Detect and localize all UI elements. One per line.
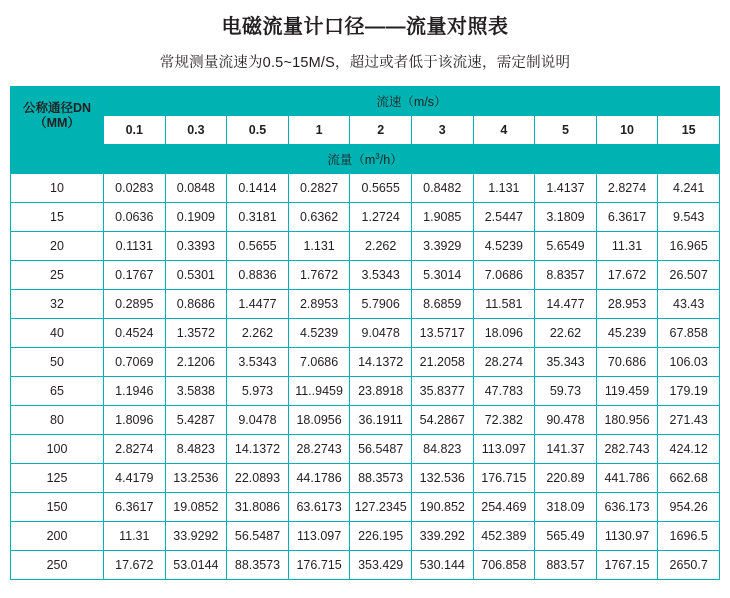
cell-flow: 13.5717 bbox=[411, 319, 473, 348]
cell-flow: 18.096 bbox=[473, 319, 535, 348]
cell-flow: 176.715 bbox=[288, 551, 350, 580]
cell-flow: 706.858 bbox=[473, 551, 535, 580]
table-row bbox=[11, 464, 720, 493]
cell-flow: 4.241 bbox=[658, 174, 720, 203]
table-head bbox=[11, 87, 720, 174]
speed-value-7: 5 bbox=[535, 116, 597, 145]
cell-flow: 45.239 bbox=[596, 319, 658, 348]
cell-flow: 54.2867 bbox=[411, 406, 473, 435]
cell-flow: 1.7672 bbox=[288, 261, 350, 290]
speed-value-5: 3 bbox=[411, 116, 473, 145]
cell-flow: 56.5487 bbox=[227, 522, 289, 551]
cell-flow: 6.3617 bbox=[596, 203, 658, 232]
cell-flow: 132.536 bbox=[411, 464, 473, 493]
cell-flow: 35.8377 bbox=[411, 377, 473, 406]
cell-flow: 1.3572 bbox=[165, 319, 227, 348]
page-subtitle: 常规测量流速为0.5~15M/S，超过或者低于该流速，需定制说明 bbox=[159, 55, 571, 71]
header-dn-line1: 公称通径DN bbox=[22, 100, 92, 115]
cell-dn: 80 bbox=[11, 406, 104, 435]
cell-flow: 0.7069 bbox=[104, 348, 166, 377]
cell-flow: 84.823 bbox=[411, 435, 473, 464]
cell-flow: 3.5343 bbox=[350, 261, 412, 290]
cell-flow: 113.097 bbox=[473, 435, 535, 464]
cell-flow: 23.8918 bbox=[350, 377, 412, 406]
cell-flow: 1.4477 bbox=[227, 290, 289, 319]
cell-flow: 44.1786 bbox=[288, 464, 350, 493]
cell-flow: 0.2827 bbox=[288, 174, 350, 203]
cell-flow: 254.469 bbox=[473, 493, 535, 522]
cell-flow: 141.37 bbox=[535, 435, 597, 464]
cell-flow: 90.478 bbox=[535, 406, 597, 435]
cell-flow: 53.0144 bbox=[165, 551, 227, 580]
cell-flow: 1696.5 bbox=[658, 522, 720, 551]
cell-flow: 3.3929 bbox=[411, 232, 473, 261]
cell-flow: 0.8836 bbox=[227, 261, 289, 290]
cell-flow: 119.459 bbox=[596, 377, 658, 406]
cell-flow: 13.2536 bbox=[165, 464, 227, 493]
table-row bbox=[11, 435, 720, 464]
cell-flow: 424.12 bbox=[658, 435, 720, 464]
table-row bbox=[11, 261, 720, 290]
cell-flow: 2.8953 bbox=[288, 290, 350, 319]
cell-flow: 0.2895 bbox=[104, 290, 166, 319]
page-root bbox=[0, 10, 730, 598]
cell-flow: 88.3573 bbox=[227, 551, 289, 580]
cell-flow: 0.8686 bbox=[165, 290, 227, 319]
cell-flow: 180.956 bbox=[596, 406, 658, 435]
cell-dn: 10 bbox=[11, 174, 104, 203]
cell-flow: 2.8274 bbox=[596, 174, 658, 203]
cell-flow: 5.4287 bbox=[165, 406, 227, 435]
table-row bbox=[11, 174, 720, 203]
table-row bbox=[11, 290, 720, 319]
cell-dn: 200 bbox=[11, 522, 104, 551]
cell-flow: 282.743 bbox=[596, 435, 658, 464]
cell-flow: 9.543 bbox=[658, 203, 720, 232]
cell-flow: 2650.7 bbox=[658, 551, 720, 580]
cell-flow: 1.8096 bbox=[104, 406, 166, 435]
cell-flow: 0.1131 bbox=[104, 232, 166, 261]
cell-flow: 190.852 bbox=[411, 493, 473, 522]
cell-flow: 5.3014 bbox=[411, 261, 473, 290]
cell-flow: 530.144 bbox=[411, 551, 473, 580]
cell-flow: 1.1946 bbox=[104, 377, 166, 406]
cell-flow: 22.62 bbox=[535, 319, 597, 348]
flow-header-prefix: 流量（m bbox=[327, 153, 376, 167]
cell-flow: 47.783 bbox=[473, 377, 535, 406]
cell-flow: 0.6362 bbox=[288, 203, 350, 232]
cell-dn: 40 bbox=[11, 319, 104, 348]
table-row bbox=[11, 203, 720, 232]
cell-flow: 8.6859 bbox=[411, 290, 473, 319]
cell-flow: 176.715 bbox=[473, 464, 535, 493]
cell-dn: 50 bbox=[11, 348, 104, 377]
cell-dn: 20 bbox=[11, 232, 104, 261]
table-row bbox=[11, 406, 720, 435]
table-row bbox=[11, 493, 720, 522]
table-body bbox=[11, 174, 720, 580]
cell-flow: 318.09 bbox=[535, 493, 597, 522]
cell-flow: 1.2724 bbox=[350, 203, 412, 232]
cell-flow: 63.6173 bbox=[288, 493, 350, 522]
cell-flow: 18.0956 bbox=[288, 406, 350, 435]
table-row bbox=[11, 348, 720, 377]
cell-flow: 339.292 bbox=[411, 522, 473, 551]
cell-flow: 36.1911 bbox=[350, 406, 412, 435]
table-row bbox=[11, 522, 720, 551]
cell-flow: 11.31 bbox=[104, 522, 166, 551]
cell-flow: 70.686 bbox=[596, 348, 658, 377]
cell-dn: 100 bbox=[11, 435, 104, 464]
cell-flow: 33.9292 bbox=[165, 522, 227, 551]
cell-flow: 1.131 bbox=[473, 174, 535, 203]
header-cell-dn bbox=[11, 87, 104, 145]
cell-flow: 0.0848 bbox=[165, 174, 227, 203]
cell-flow: 2.5447 bbox=[473, 203, 535, 232]
cell-flow: 1.4137 bbox=[535, 174, 597, 203]
cell-flow: 4.5239 bbox=[288, 319, 350, 348]
cell-flow: 0.1414 bbox=[227, 174, 289, 203]
cell-flow: 43.43 bbox=[658, 290, 720, 319]
cell-flow: 0.1909 bbox=[165, 203, 227, 232]
cell-flow: 636.173 bbox=[596, 493, 658, 522]
cell-flow: 31.8086 bbox=[227, 493, 289, 522]
cell-flow: 14.1372 bbox=[227, 435, 289, 464]
cell-flow: 1130.97 bbox=[596, 522, 658, 551]
cell-flow: 11.31 bbox=[596, 232, 658, 261]
cell-flow: 28.274 bbox=[473, 348, 535, 377]
flow-comparison-table bbox=[10, 86, 720, 580]
table-row bbox=[11, 232, 720, 261]
cell-dn: 125 bbox=[11, 464, 104, 493]
cell-dn: 65 bbox=[11, 377, 104, 406]
speed-value-6: 4 bbox=[473, 116, 535, 145]
cell-flow: 17.672 bbox=[104, 551, 166, 580]
cell-flow: 0.5655 bbox=[350, 174, 412, 203]
cell-flow: 7.0686 bbox=[473, 261, 535, 290]
cell-flow: 271.43 bbox=[658, 406, 720, 435]
header-cell-speed: 流速（m/s） bbox=[104, 87, 720, 116]
cell-flow: 5.6549 bbox=[535, 232, 597, 261]
cell-flow: 8.4823 bbox=[165, 435, 227, 464]
cell-dn: 250 bbox=[11, 551, 104, 580]
cell-flow: 2.8274 bbox=[104, 435, 166, 464]
cell-flow: 452.389 bbox=[473, 522, 535, 551]
cell-flow: 5.7906 bbox=[350, 290, 412, 319]
cell-flow: 4.5239 bbox=[473, 232, 535, 261]
cell-flow: 0.5301 bbox=[165, 261, 227, 290]
cell-flow: 16.965 bbox=[658, 232, 720, 261]
cell-flow: 3.1809 bbox=[535, 203, 597, 232]
header-row-flow bbox=[11, 145, 720, 174]
cell-flow: 2.262 bbox=[227, 319, 289, 348]
cell-flow: 179.19 bbox=[658, 377, 720, 406]
cell-dn: 25 bbox=[11, 261, 104, 290]
cell-flow: 26.507 bbox=[658, 261, 720, 290]
cell-flow: 0.3393 bbox=[165, 232, 227, 261]
header-row-speed-values bbox=[11, 116, 720, 145]
cell-flow: 1.131 bbox=[288, 232, 350, 261]
cell-flow: 2.262 bbox=[350, 232, 412, 261]
cell-flow: 220.89 bbox=[535, 464, 597, 493]
flow-header-suffix: /h） bbox=[379, 153, 403, 167]
table-row bbox=[11, 319, 720, 348]
cell-flow: 0.4524 bbox=[104, 319, 166, 348]
cell-flow: 113.097 bbox=[288, 522, 350, 551]
cell-dn: 32 bbox=[11, 290, 104, 319]
cell-flow: 9.0478 bbox=[227, 406, 289, 435]
cell-flow: 3.5343 bbox=[227, 348, 289, 377]
cell-flow: 0.0283 bbox=[104, 174, 166, 203]
table-row bbox=[11, 377, 720, 406]
cell-flow: 954.26 bbox=[658, 493, 720, 522]
cell-flow: 2.1206 bbox=[165, 348, 227, 377]
cell-flow: 0.1767 bbox=[104, 261, 166, 290]
speed-value-0: 0.1 bbox=[104, 116, 166, 145]
table-row bbox=[11, 551, 720, 580]
cell-flow: 35.343 bbox=[535, 348, 597, 377]
cell-flow: 11.581 bbox=[473, 290, 535, 319]
speed-value-4: 2 bbox=[350, 116, 412, 145]
page-title: 电磁流量计口径——流量对照表 bbox=[221, 16, 509, 38]
flow-header-superscript: 3 bbox=[375, 151, 380, 161]
cell-flow: 67.858 bbox=[658, 319, 720, 348]
cell-flow: 662.68 bbox=[658, 464, 720, 493]
cell-dn: 150 bbox=[11, 493, 104, 522]
speed-value-9: 15 bbox=[658, 116, 720, 145]
cell-flow: 106.03 bbox=[658, 348, 720, 377]
cell-flow: 1767.15 bbox=[596, 551, 658, 580]
cell-flow: 3.5838 bbox=[165, 377, 227, 406]
cell-flow: 56.5487 bbox=[350, 435, 412, 464]
cell-flow: 28.2743 bbox=[288, 435, 350, 464]
cell-flow: 19.0852 bbox=[165, 493, 227, 522]
cell-flow: 59.73 bbox=[535, 377, 597, 406]
header-row-speed bbox=[11, 87, 720, 116]
cell-flow: 72.382 bbox=[473, 406, 535, 435]
cell-flow: 0.5655 bbox=[227, 232, 289, 261]
cell-flow: 21.2058 bbox=[411, 348, 473, 377]
cell-flow: 353.429 bbox=[350, 551, 412, 580]
cell-flow: 127.2345 bbox=[350, 493, 412, 522]
cell-flow: 22.0893 bbox=[227, 464, 289, 493]
cell-flow: 441.786 bbox=[596, 464, 658, 493]
cell-flow: 6.3617 bbox=[104, 493, 166, 522]
cell-flow: 565.49 bbox=[535, 522, 597, 551]
speed-value-8: 10 bbox=[596, 116, 658, 145]
speed-value-1: 0.3 bbox=[165, 116, 227, 145]
cell-flow: 28.953 bbox=[596, 290, 658, 319]
cell-flow: 0.8482 bbox=[411, 174, 473, 203]
cell-flow: 8.8357 bbox=[535, 261, 597, 290]
cell-dn: 15 bbox=[11, 203, 104, 232]
cell-flow: 14.477 bbox=[535, 290, 597, 319]
header-cell-flow bbox=[11, 145, 720, 174]
speed-value-2: 0.5 bbox=[227, 116, 289, 145]
cell-flow: 883.57 bbox=[535, 551, 597, 580]
cell-flow: 1.9085 bbox=[411, 203, 473, 232]
cell-flow: 88.3573 bbox=[350, 464, 412, 493]
cell-flow: 4.4179 bbox=[104, 464, 166, 493]
speed-value-3: 1 bbox=[288, 116, 350, 145]
cell-flow: 226.195 bbox=[350, 522, 412, 551]
cell-flow: 17.672 bbox=[596, 261, 658, 290]
cell-flow: 7.0686 bbox=[288, 348, 350, 377]
cell-flow: 9.0478 bbox=[350, 319, 412, 348]
header-dn-line2: （MM） bbox=[34, 115, 80, 130]
cell-flow: 5.973 bbox=[227, 377, 289, 406]
cell-flow: 14.1372 bbox=[350, 348, 412, 377]
cell-flow: 11..9459 bbox=[288, 377, 350, 406]
cell-flow: 0.0636 bbox=[104, 203, 166, 232]
cell-flow: 0.3181 bbox=[227, 203, 289, 232]
